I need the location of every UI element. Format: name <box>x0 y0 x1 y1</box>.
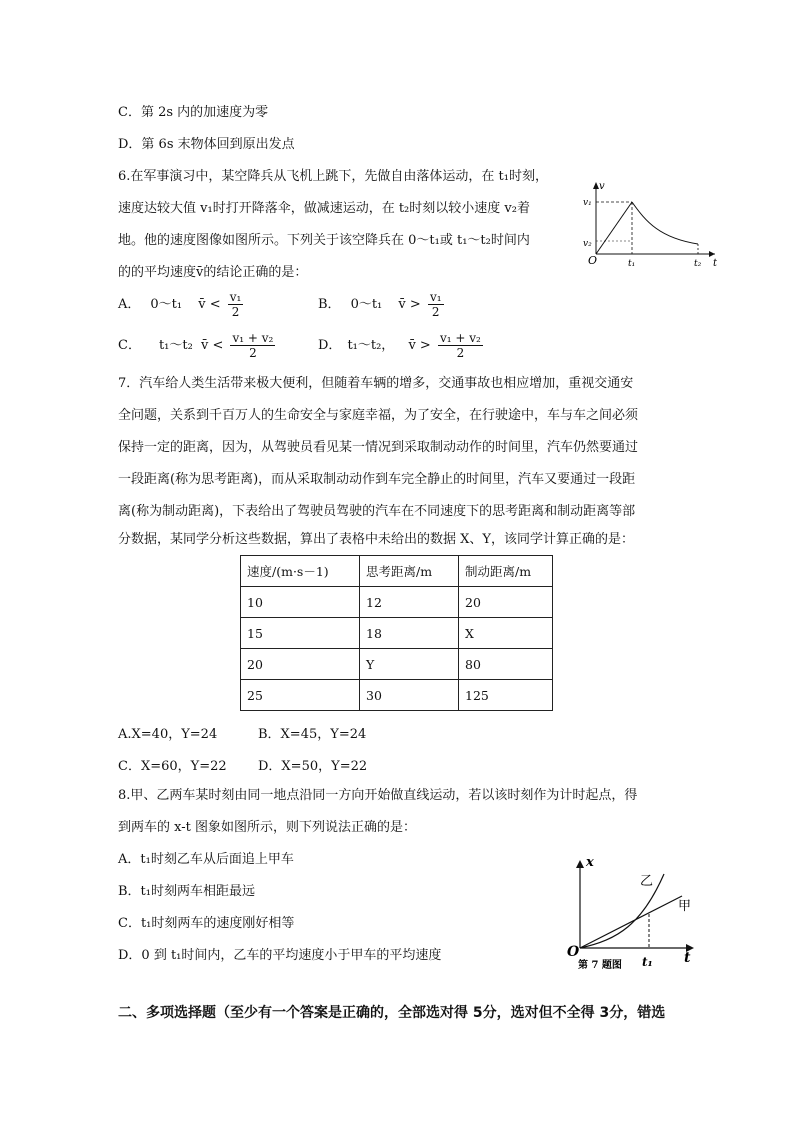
q8-stem-line-2: 到两车的 x-t 图象如图所示，则下列说法正确的是： <box>118 820 416 835</box>
q7-stem-line-4: 一段距离(称为思考距离)，而从采取制动动作到车完全静止的时间里，汽车又要通过一段距 <box>118 472 636 487</box>
q8-option-c: C．t₁时刻两车的速度刚好相等 <box>118 916 295 931</box>
q7-stem-line-3: 保持一定的距离，因为，从驾驶员看见某一情况到采取制动动作的时间里，汽车仍然要通过 <box>118 440 639 455</box>
q7-stem-line-1: 7．汽车给人类生活带来极大便利，但随着车辆的增多，交通事故也相应增加，重视交通安 <box>118 376 634 391</box>
table-header-cell: 速度/(m·s－1) <box>241 556 360 587</box>
q6-graph-t1-label: t₁ <box>628 259 636 269</box>
table-cell: 30 <box>360 680 459 711</box>
q8-position-graph <box>564 852 704 976</box>
section-heading-multiple-choice: 二、多项选择题（至少有一个答案是正确的，全部选对得 5分，选对但不全得 3分，错选 <box>118 1005 666 1021</box>
q6-stem-line-2: 速度达较大值 v₁时打开降落伞，做减速运动，在 t₂时刻以较小速度 v₂着 <box>118 201 530 216</box>
q7-stem-line-2: 全问题，关系到千百万人的生命安全与家庭幸福，为了安全，在行驶途中，车与车之间必须 <box>118 408 639 423</box>
q8-graph-yi-label: 乙 <box>640 874 654 889</box>
table-cell: 20 <box>241 649 360 680</box>
table-cell: Y <box>360 649 459 680</box>
table-cell: 80 <box>459 649 553 680</box>
table-cell: 12 <box>360 587 459 618</box>
q6-option-d: D． t₁～t₂， v̄ > $\frac{\text{v₁ + v₂}}{2}$ <box>318 331 481 360</box>
q6-option-a: A． 0～t₁ v̄ < $\frac{\text{v₁}}{2}$ <box>118 290 242 319</box>
q7-stem-line-5: 离(称为制动距离)，下表给出了驾驶员驾驶的汽车在不同速度下的思考距离和制动距离等部 <box>118 504 636 519</box>
q8-graph-t1-label: t₁ <box>642 955 653 969</box>
table-cell: 25 <box>241 680 360 711</box>
q8-option-d: D．0 到 t₁时间内，乙车的平均速度小于甲车的平均速度 <box>118 948 442 963</box>
q8-graph-x-label: x <box>586 855 594 870</box>
table-header-row <box>241 556 553 587</box>
table-row <box>241 680 553 711</box>
table-cell: 15 <box>241 618 360 649</box>
q6-graph-t2-label: t₂ <box>694 259 702 269</box>
table-cell: 20 <box>459 587 553 618</box>
q6-stem-line-3: 地。他的速度图像如图所示。下列关于该空降兵在 0～t₁或 t₁～t₂时间内 <box>118 233 530 248</box>
q7-option-c: C．X=60，Y=22 <box>118 759 227 774</box>
q6-graph-origin: O <box>588 254 598 267</box>
table-cell: 10 <box>241 587 360 618</box>
q6-graph-v1-label: v₁ <box>583 198 592 208</box>
q8-graph-origin: O <box>567 944 580 960</box>
table-row <box>241 618 553 649</box>
q8-option-b: B．t₁时刻两车相距最远 <box>118 884 255 899</box>
q6-option-b: B． 0～t₁ v̄ > $\frac{\text{v₁}}{2}$ <box>318 290 442 319</box>
q6-stem-line-4: 的的平均速度v̄的结论正确的是： <box>118 265 308 280</box>
q6-graph-v2-label: v₂ <box>583 239 592 249</box>
q8-graph-jia-label: 甲 <box>678 899 692 914</box>
q7-option-b: B．X=45，Y=24 <box>258 727 367 742</box>
q5-option-d: D．第 6s 末物体回到原出发点 <box>118 137 295 152</box>
q7-stem-line-6: 分数据，某同学分析这些数据，算出了表格中未给出的数据 X、Y，该同学计算正确的是： <box>118 532 634 547</box>
table-row <box>241 649 553 680</box>
q6-graph-t-label: t <box>713 258 718 269</box>
q8-graph-caption: 第 7 题图 <box>578 960 622 971</box>
q8-option-a: A．t₁时刻乙车从后面追上甲车 <box>118 852 294 867</box>
table-header-cell: 思考距离/m <box>360 556 459 587</box>
q7-option-d: D．X=50，Y=22 <box>258 759 368 774</box>
q6-option-c: C． t₁～t₂ v̄ < $\frac{\text{v₁ + v₂}}{2}$ <box>118 331 274 360</box>
q8-graph-t-label: t <box>684 950 691 966</box>
table-header-cell: 制动距离/m <box>459 556 553 587</box>
table-cell: X <box>459 618 553 649</box>
table-row <box>241 587 553 618</box>
table-cell: 125 <box>459 680 553 711</box>
q7-data-table <box>240 555 553 711</box>
q6-stem-line-1: 6.在军事演习中，某空降兵从飞机上跳下，先做自由落体运动，在 t₁时刻， <box>118 169 548 184</box>
q7-option-a: A.X=40，Y=24 <box>118 727 218 742</box>
q8-stem-line-1: 8.甲、乙两车某时刻由同一地点沿同一方向开始做直线运动，若以该时刻作为计时起点，得 <box>118 788 638 803</box>
q6-graph-v-label: v <box>599 181 605 192</box>
table-cell: 18 <box>360 618 459 649</box>
q5-option-c: C．第 2s 内的加速度为零 <box>118 105 269 120</box>
q6-velocity-graph <box>580 178 720 270</box>
